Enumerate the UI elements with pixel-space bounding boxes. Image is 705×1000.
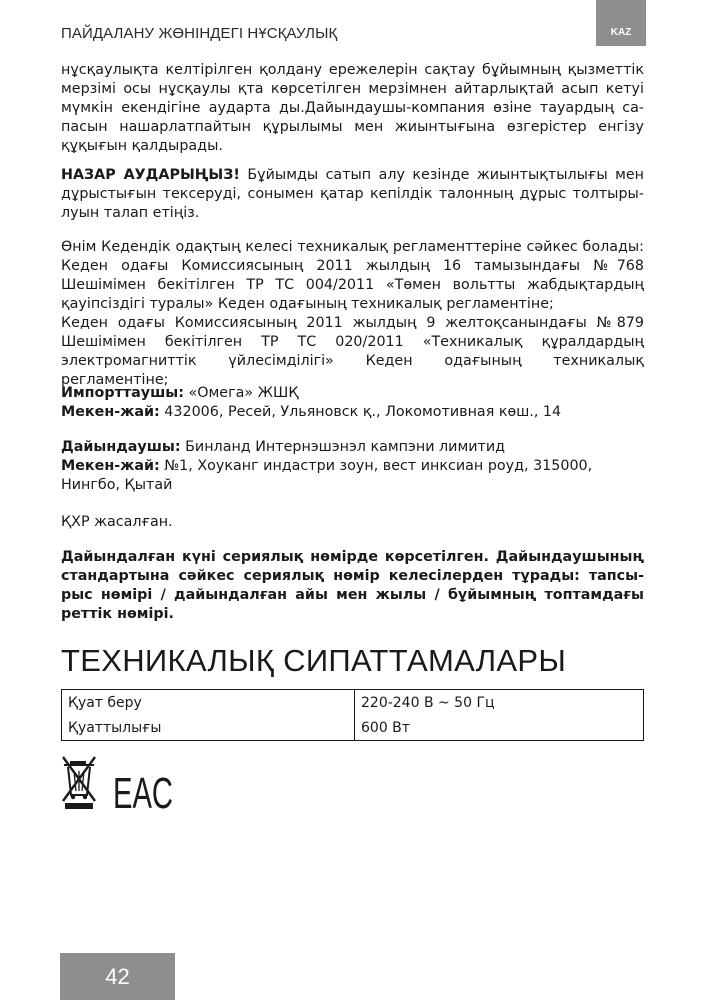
text-line: луын талап етіңіз. (61, 205, 200, 221)
manufacturer-address-line (61, 457, 644, 476)
importer-label: Импорттаушы: (61, 385, 184, 401)
text-line (61, 166, 644, 185)
page-number: 42 (60, 953, 175, 1000)
spec-value: 600 Вт (361, 719, 410, 736)
certification-icons (61, 755, 181, 818)
importer-address-line (61, 403, 644, 422)
manufacturer-label: Дайындаушы: (61, 439, 181, 455)
table-row (62, 715, 644, 741)
spec-label: Қуаттылығы (62, 715, 355, 741)
text-line: рыс нөмірі / дайындалған айы мен жылы / бұйымның топтамдағы (61, 587, 644, 603)
specs-title: ТЕХНИКАЛЫҚ СИПАТТАМАЛАРЫ (61, 643, 567, 678)
importer-block (61, 384, 644, 422)
eac-mark-icon: EAC (113, 769, 173, 818)
importer-value: «Омега» ЖШҚ (183, 385, 299, 401)
text-line: пасын нашарлатпайтын құрылымы мен жиынтығына өзгерістер енгізу (61, 119, 644, 135)
text-line: стандартына сәйкес сериялық нөмір келесілерден тұрады: тапсы- (61, 568, 644, 584)
made-in-text: ҚХР жасалған. (61, 514, 173, 530)
text-line: мүмкін екендігіне аударта ды.Дайындаушы-компания өзіне тауардың са- (61, 100, 644, 116)
text-line: Шешімімен бекітілген ТР ТС 004/2011 «Төмен вольтты жабдықтардың (61, 277, 644, 293)
specs-table (61, 689, 644, 741)
text-line: Шешімімен бекітілген ТР ТС 020/2011 «Техникалық құралдардың (61, 334, 644, 350)
manufacturer-block (61, 438, 644, 495)
text-line: Кеден одағы Комиссиясының 2011 жылдың 9 желтоқсанындағы №879 (61, 315, 644, 331)
crossed-out-bin-icon (63, 757, 95, 809)
attention-text: Бұйымды сатып алу кезінде жиынтықтылығы мен (239, 167, 644, 183)
page-header-title: ПАЙДАЛАНУ ЖӨНІНДЕГІ НҰСҚАУЛЫҚ (61, 25, 338, 42)
text-line: электромагниттік үйлесімділігі» Кеден одағының техникалық регламентіне; (61, 353, 644, 388)
text-line: Өнім Кедендік одақтың келесі техникалық регламенттеріне сәйкес болады: (61, 239, 644, 255)
table-row (62, 690, 644, 716)
text-line: Кеден одағы Комиссиясының 2011 жылдың 16 тамызындағы №768 (61, 258, 644, 274)
text-line: нұсқаулықта келтірілген қолдану ережелерін сақтау бұйымның қызметтік (61, 62, 644, 78)
importer-line (61, 384, 644, 403)
spec-value: 220-240 В ~ 50 Гц (361, 694, 495, 711)
text-line: дұрыстығын тексеруді, сонымен қатар кепілдік талонның дұрыс толтыры- (61, 186, 644, 202)
importer-address-value: 432006, Ресей, Ульяновск қ., Локомотивная көш., 14 (159, 404, 562, 420)
manufacturer-address-value: №1, Хоуканг индастри зоун, вест инксиан роуд, 315000, (159, 458, 593, 474)
text-line: реттік нөмірі. (61, 606, 174, 622)
text-line: құқығын қалдырады. (61, 138, 223, 154)
regulations-paragraph (61, 238, 644, 390)
text-line: қауіпсіздігі туралы» Кеден одағының техникалық регламентіне; (61, 296, 554, 312)
manufacturer-value: Бинланд Интернэшэнэл кампэни лимитид (180, 439, 506, 455)
text-line: мерзімі осы нұсқаулы қта көрсетілген мерзімнен айтарлықтай асып кетуі (61, 81, 644, 97)
manufacturer-address-line2: Нингбо, Қытай (61, 477, 173, 493)
attention-label: НАЗАР АУДАРЫҢЫЗ! (61, 167, 240, 183)
attention-paragraph (61, 166, 644, 223)
language-badge: KAZ (596, 0, 646, 46)
manufacturer-address-label: Мекен-жай: (61, 458, 160, 474)
serial-number-paragraph (61, 548, 644, 624)
manufacturer-line (61, 438, 644, 457)
importer-address-label: Мекен-жай: (61, 404, 160, 420)
intro-paragraph (61, 61, 644, 156)
text-line: Дайындалған күні сериялық нөмірде көрсетілген. Дайындаушының (61, 549, 644, 565)
spec-label: Қуат беру (62, 690, 355, 716)
